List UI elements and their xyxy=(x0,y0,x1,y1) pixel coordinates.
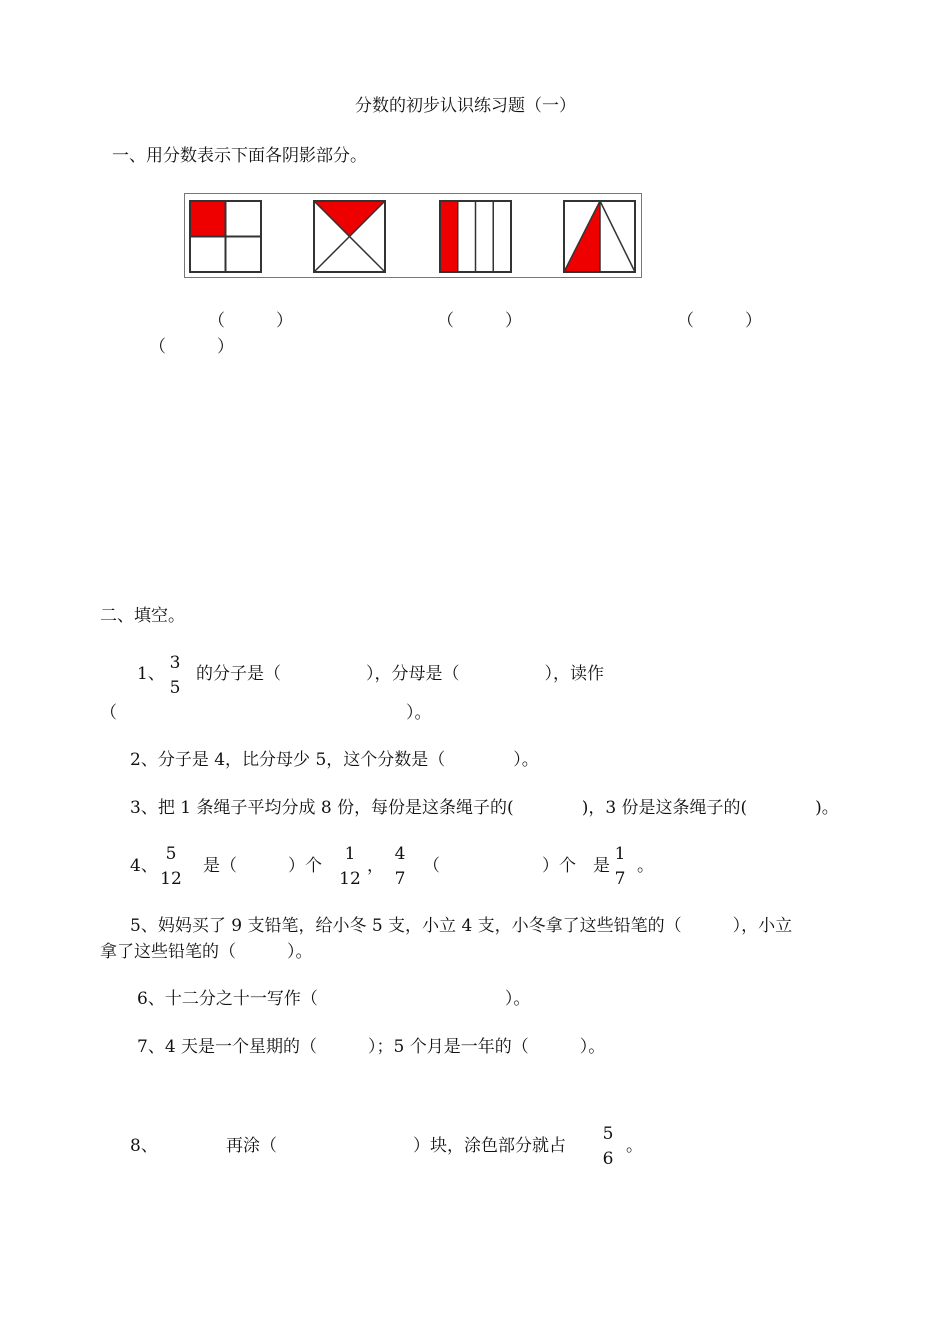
q4-fraction-c-numerator: 4 xyxy=(394,844,406,864)
figure-triangle-square xyxy=(564,201,635,272)
answer-blank-3[interactable]: （ ） xyxy=(677,311,762,331)
section-1-heading: 一、用分数表示下面各阴影部分。 xyxy=(112,146,367,166)
q8-fraction xyxy=(597,1126,619,1168)
answer-blank-1[interactable]: （ ） xyxy=(208,311,293,331)
q4-fraction-b xyxy=(337,846,363,888)
q1-fraction xyxy=(164,655,186,697)
q4-fraction-a-numerator: 5 xyxy=(165,844,177,864)
q8-text: 再涂（ ）块，涂色部分就占 xyxy=(226,1136,566,1156)
q4-fraction-a xyxy=(158,846,184,888)
q7-text: 7、4 天是一个星期的（ ）；5 个月是一年的（ ）。 xyxy=(137,1037,606,1057)
q4-text-b: （ ）个 是 xyxy=(423,856,610,876)
q4-fraction-d xyxy=(609,846,631,888)
q1-text-b: （ ）。 xyxy=(100,703,432,723)
q8-fraction-denominator: 6 xyxy=(602,1149,614,1169)
q4-fraction-b-numerator: 1 xyxy=(344,844,356,864)
shaded-figures-panel xyxy=(184,193,642,279)
q4-fraction-c-denominator: 7 xyxy=(394,869,406,889)
q1-text-a: 的分子是（ ），分母是（ ），读作 xyxy=(196,664,604,684)
section-2-heading: 二、填空。 xyxy=(100,606,185,626)
q4-comma: ， xyxy=(367,856,384,876)
q5-line-a: 5、妈妈买了 9 支铅笔，给小冬 5 支，小立 4 支，小冬拿了这些铅笔的（ ），小立 xyxy=(130,916,793,936)
q1-fraction-denominator: 5 xyxy=(169,678,181,698)
q4-fraction-b-denominator: 12 xyxy=(339,869,361,889)
q4-fraction-d-denominator: 7 xyxy=(614,869,626,889)
q4-fraction-d-numerator: 1 xyxy=(614,844,626,864)
figure-quarter-square xyxy=(190,201,261,272)
page-title: 分数的初步认识练习题（一） xyxy=(355,96,576,116)
q6-text: 6、十二分之十一写作（ ）。 xyxy=(137,989,531,1009)
q4-fraction-a-denominator: 12 xyxy=(160,869,182,889)
q8-number: 8、 xyxy=(130,1136,158,1156)
figure-strip-square xyxy=(440,201,511,272)
q1-number: 1、 xyxy=(137,664,165,684)
q8-fraction-numerator: 5 xyxy=(602,1124,614,1144)
figure-diagonal-square xyxy=(314,201,385,272)
q4-number: 4、 xyxy=(130,856,158,876)
q5-line-b: 拿了这些铅笔的（ ）。 xyxy=(100,942,313,962)
q2-text: 2、分子是 4，比分母少 5，这个分数是（ ）。 xyxy=(130,750,539,770)
answer-blank-4[interactable]: （ ） xyxy=(149,337,234,357)
q8-end: 。 xyxy=(626,1136,643,1156)
q1-fraction-numerator: 3 xyxy=(169,653,181,673)
q4-end: 。 xyxy=(637,856,654,876)
q4-text-a: 是（ ）个 xyxy=(203,856,322,876)
q3-text: 3、把 1 条绳子平均分成 8 份，每份是这条绳子的( )，3 份是这条绳子的( )。 xyxy=(130,798,839,818)
q4-fraction-c xyxy=(389,846,411,888)
answer-blank-2[interactable]: （ ） xyxy=(437,311,522,331)
